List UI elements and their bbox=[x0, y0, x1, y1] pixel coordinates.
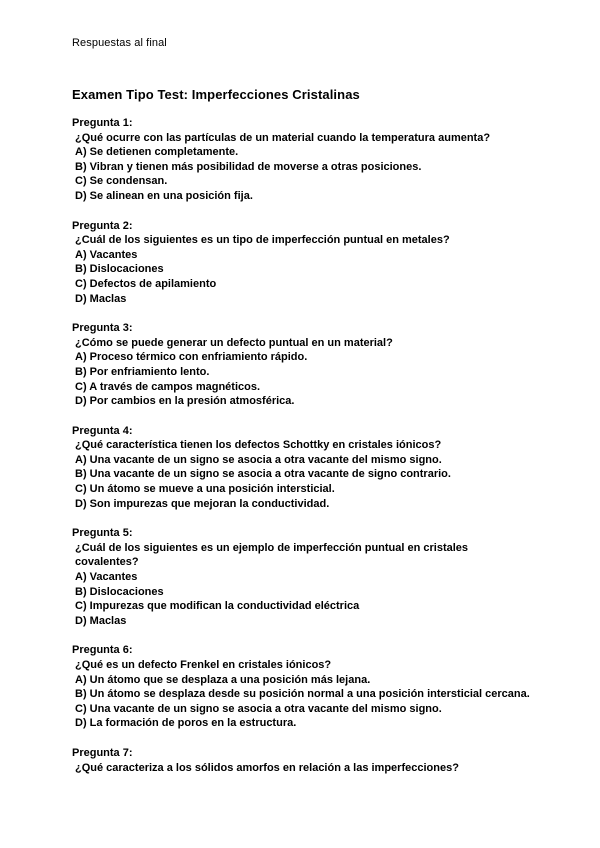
question-heading: Pregunta 3: bbox=[72, 322, 133, 335]
document-title: Examen Tipo Test: Imperfecciones Cristalinas bbox=[72, 87, 360, 102]
question-text: ¿Qué caracteriza a los sólidos amorfos en relación a las imperfecciones? bbox=[75, 761, 459, 774]
question-6 bbox=[72, 643, 532, 731]
answer-option-a: A) Proceso térmico con enfriamiento rápido. bbox=[75, 351, 308, 364]
question-4 bbox=[72, 424, 532, 512]
answer-option-d: D) Maclas bbox=[75, 614, 127, 627]
answer-option-c: C) A través de campos magnéticos. bbox=[75, 380, 261, 393]
question-5 bbox=[72, 526, 532, 628]
answer-option-b: B) Dislocaciones bbox=[75, 263, 164, 276]
answer-option-c: C) Impurezas que modifican la conductividad eléctrica bbox=[75, 600, 360, 613]
answer-option-b: B) Por enfriamiento lento. bbox=[75, 365, 210, 378]
answer-option-a: A) Vacantes bbox=[75, 571, 138, 584]
question-text: ¿Cómo se puede generar un defecto puntual en un material? bbox=[75, 336, 393, 349]
question-2 bbox=[72, 219, 532, 307]
answer-option-d: D) La formación de poros en la estructura. bbox=[75, 717, 297, 730]
answer-option-c: C) Un átomo se mueve a una posición intersticial. bbox=[75, 483, 335, 496]
answer-option-b: B) Una vacante de un signo se asocia a otra vacante de signo contrario. bbox=[75, 468, 451, 481]
answer-option-d: D) Maclas bbox=[75, 292, 127, 305]
question-7 bbox=[72, 746, 532, 775]
question-text: ¿Cuál de los siguientes es un tipo de imperfección puntual en metales? bbox=[75, 234, 450, 247]
answer-option-d: D) Son impurezas que mejoran la conductividad. bbox=[75, 497, 330, 510]
answer-option-c: C) Una vacante de un signo se asocia a otra vacante del mismo signo. bbox=[75, 702, 442, 715]
question-text: ¿Qué característica tienen los defectos Schottky en cristales iónicos? bbox=[75, 439, 442, 452]
question-heading: Pregunta 2: bbox=[72, 219, 133, 232]
question-text: ¿Qué es un defecto Frenkel en cristales iónicos? bbox=[75, 659, 332, 671]
question-text: ¿Qué ocurre con las partículas de un material cuando la temperatura aumenta? bbox=[75, 131, 491, 144]
answer-option-b: B) Un átomo se desplaza desde su posición normal a una posición intersticial cercana. bbox=[75, 688, 530, 701]
question-heading: Pregunta 6: bbox=[72, 644, 133, 657]
question-text: ¿Cuál de los siguientes es un ejemplo de imperfección puntual en cristales covalentes? bbox=[75, 541, 469, 569]
answer-option-a: A) Se detienen completamente. bbox=[75, 146, 239, 159]
answer-option-c: C) Se condensan. bbox=[75, 175, 168, 188]
question-list bbox=[72, 116, 532, 790]
answer-option-a: A) Vacantes bbox=[75, 248, 138, 261]
question-1 bbox=[72, 116, 532, 204]
question-heading: Pregunta 4: bbox=[72, 424, 133, 437]
answer-option-c: C) Defectos de apilamiento bbox=[75, 277, 217, 290]
answer-option-b: B) Dislocaciones bbox=[75, 585, 164, 598]
question-heading: Pregunta 1: bbox=[72, 117, 133, 129]
question-heading: Pregunta 7: bbox=[72, 746, 133, 759]
answer-option-d: D) Se alinean en una posición fija. bbox=[75, 189, 253, 202]
answer-option-d: D) Por cambios en la presión atmosférica. bbox=[75, 395, 295, 408]
answer-option-b: B) Vibran y tienen más posibilidad de moverse a otras posiciones. bbox=[75, 160, 422, 173]
question-3 bbox=[72, 321, 532, 409]
answer-option-a: A) Un átomo que se desplaza a una posición más lejana. bbox=[75, 673, 371, 686]
answer-option-a: A) Una vacante de un signo se asocia a otra vacante del mismo signo. bbox=[75, 453, 442, 466]
question-heading: Pregunta 5: bbox=[72, 527, 133, 540]
header-note: Respuestas al final bbox=[72, 37, 167, 49]
